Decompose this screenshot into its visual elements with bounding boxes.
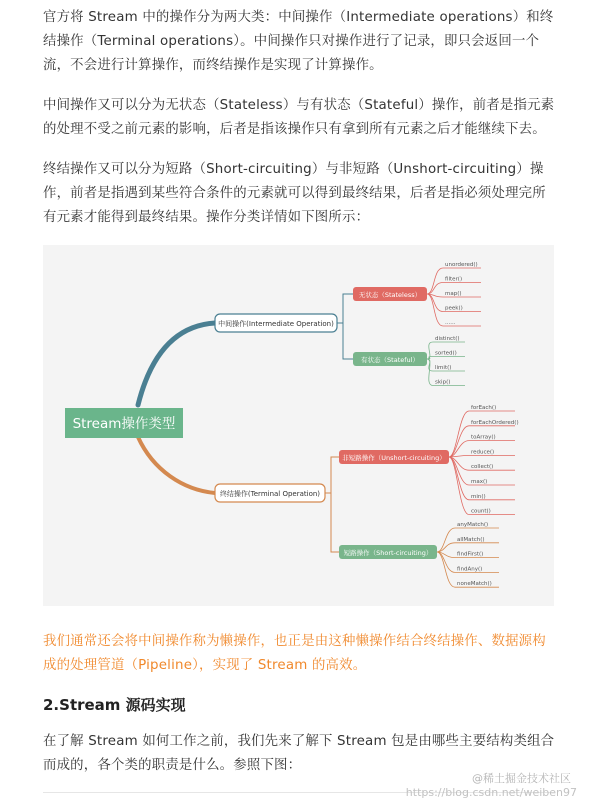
intermediate-label: 中间操作(Intermediate Operation): [218, 320, 334, 328]
leaf-label: forEachOrdered(): [471, 419, 519, 426]
leaf-label: min(): [471, 493, 486, 500]
leaf-label: count(): [471, 508, 491, 515]
leaf-label: peek(): [445, 305, 463, 312]
leaf-label: max(): [471, 479, 488, 485]
leaf-connector: [427, 268, 443, 294]
leaf-label: allMatch(): [457, 536, 485, 543]
paragraph-terminal: 终结操作又可以分为短路（Short-circuiting）与非短路（Unshort-circuiting）操作，前者是指遇到某些符合条件的元素就可以得到最终结果，后者是指必须处理完所有元素才能得到最终结果。操作分类详情如下图所示：: [43, 162, 546, 225]
leaf-connector: [427, 357, 433, 360]
unshort-label: 非短路操作（Unshort-circuiting）: [342, 454, 446, 462]
leaf-connector: [449, 457, 469, 515]
stateless-label: 无状态（Stateless）: [358, 291, 422, 299]
short-leaves: [437, 522, 499, 587]
leaf-connector: [449, 411, 469, 457]
leaf-label: skip(): [435, 379, 451, 386]
paragraph-intermediate: 中间操作又可以分为无状态（Stateless）与有状态（Stateful）操作，前者是指元素的处理不受之前元素的影响，后者是指该操作只有拿到所有元素之后才能继续下去。: [43, 98, 555, 137]
leaf-label: distinct(): [435, 336, 460, 342]
root-label: Stream操作类型: [72, 416, 176, 432]
leaf-label: filter(): [445, 276, 463, 283]
leaf-connector: [427, 283, 443, 295]
leaf-label: anyMatch(): [457, 522, 489, 528]
leaf-label: collect(): [471, 464, 494, 471]
watermark-url: https://blog.csdn.net/weiben97: [405, 786, 577, 799]
paragraph-source-intro: 在了解 Stream 如何工作之前，我们先来了解下 Stream 包是由哪些主要结构类组合而成的，各个类的职责是什么。参照下图：: [43, 734, 555, 773]
stateful-leaves: [427, 336, 465, 386]
stateful-label: 有状态（Stateful）: [361, 356, 419, 364]
section-heading: 2.Stream 源码实现: [43, 696, 186, 714]
leaf-label: forEach(): [471, 405, 497, 411]
paragraph-lazy-operations: 我们通常还会将中间操作称为懒操作，也正是由这种懒操作结合终结操作、数据源构成的处理管道（Pipeline），实现了 Stream 的高效。: [43, 634, 546, 673]
leaf-label: reduce(): [471, 449, 495, 456]
leaf-label: limit(): [435, 365, 452, 371]
leaf-connector: [437, 528, 455, 552]
paragraph-operation-types: 官方将 Stream 中的操作分为两大类：中间操作（Intermediate operations）和终结操作（Terminal operations）。中间操作只对操作进行了记录，即只会返回一个流，不会进行计算操作，而终结操作是实现了计算操作。: [43, 10, 554, 73]
watermark-juejin: @稀土掘金技术社区: [472, 772, 571, 785]
leaf-label: toArray(): [471, 434, 496, 441]
short-label: 短路操作（Short-circuiting）: [343, 549, 433, 557]
unshort-leaves: [449, 405, 519, 515]
leaf-label: findAny(): [457, 566, 483, 573]
leaf-connector: [427, 294, 443, 326]
leaf-label: noneMatch(): [457, 581, 492, 588]
stream-operations-mindmap: [43, 245, 554, 606]
leaf-label: sorted(): [435, 350, 457, 357]
leaf-connector: [449, 457, 469, 500]
stateless-leaves: [427, 262, 481, 326]
leaf-label: map(): [445, 291, 462, 297]
leaf-label: ......: [445, 320, 456, 326]
leaf-label: unordered(): [445, 262, 478, 268]
leaf-connector: [427, 359, 433, 386]
terminal-label: 终结操作(Terminal Operation): [219, 490, 321, 498]
leaf-label: findFirst(): [457, 551, 484, 558]
